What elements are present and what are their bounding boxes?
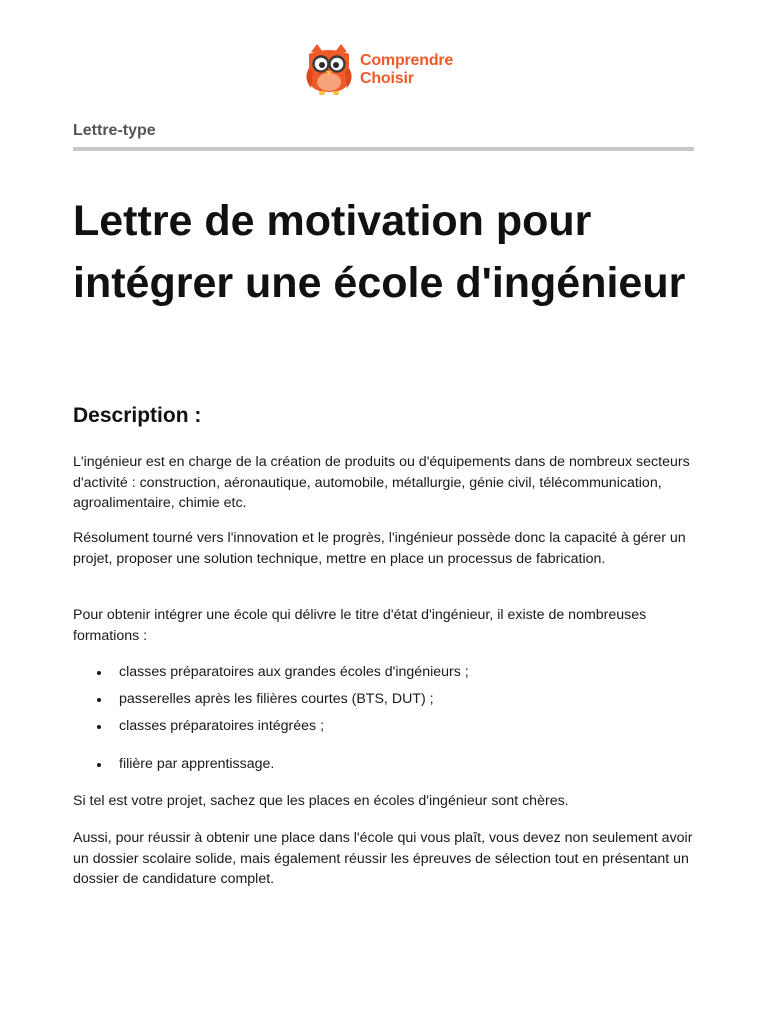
bullet-dot: [97, 763, 101, 767]
paragraph-5: Aussi, pour réussir à obtenir une place dans l'école qui vous plaît, vous devez non seulement avoir un dossier scolaire solide, mais également réussir les épreuves de sélection tout en présentant un dossier de candidature complet.: [73, 830, 693, 887]
list-item-text: classes préparatoires intégrées ;: [119, 718, 325, 734]
brand-name-line-2: Choisir: [360, 70, 414, 87]
brand-logo: [303, 42, 453, 98]
bullet-dot: [97, 698, 101, 702]
brand-name-line-1: Comprendre: [360, 52, 454, 69]
paragraph-4: Si tel est votre projet, sachez que les places en écoles d'ingénieur sont chères.: [73, 793, 569, 809]
paragraph-2: Résolument tourné vers l'innovation et le progrès, l'ingénieur possède donc la capacité à gérer un projet, proposer une solution technique, mettre en place un processus de fabrication.: [73, 530, 686, 567]
list-item-text: filière par apprentissage.: [119, 756, 275, 772]
paragraph-3: Pour obtenir intégrer une école qui délivre le titre d'état d'ingénieur, il existe de nombreuses formations :: [73, 607, 647, 644]
brand-name: [360, 52, 453, 88]
bullet-dot: [97, 671, 101, 675]
paragraph-1: L'ingénieur est en charge de la création de produits ou d'équipements dans de nombreux secteurs d'activité : construction, aéronautique, automobile, métallurgie, génie civil, télécommunication, agroalimentaire, chimie etc.: [73, 454, 690, 511]
bullet-dot: [97, 725, 101, 729]
section-heading: Description :: [73, 404, 202, 427]
list-item-text: passerelles après les filières courtes (BTS, DUT) ;: [119, 691, 434, 707]
document-title: Lettre de motivation pour intégrer une école d'ingénieur: [73, 197, 686, 307]
document-type-label: Lettre-type: [73, 122, 156, 139]
header-divider: [73, 147, 694, 151]
list-item-text: classes préparatoires aux grandes écoles d'ingénieurs ;: [119, 664, 469, 680]
owl-logo-icon: [303, 42, 355, 98]
